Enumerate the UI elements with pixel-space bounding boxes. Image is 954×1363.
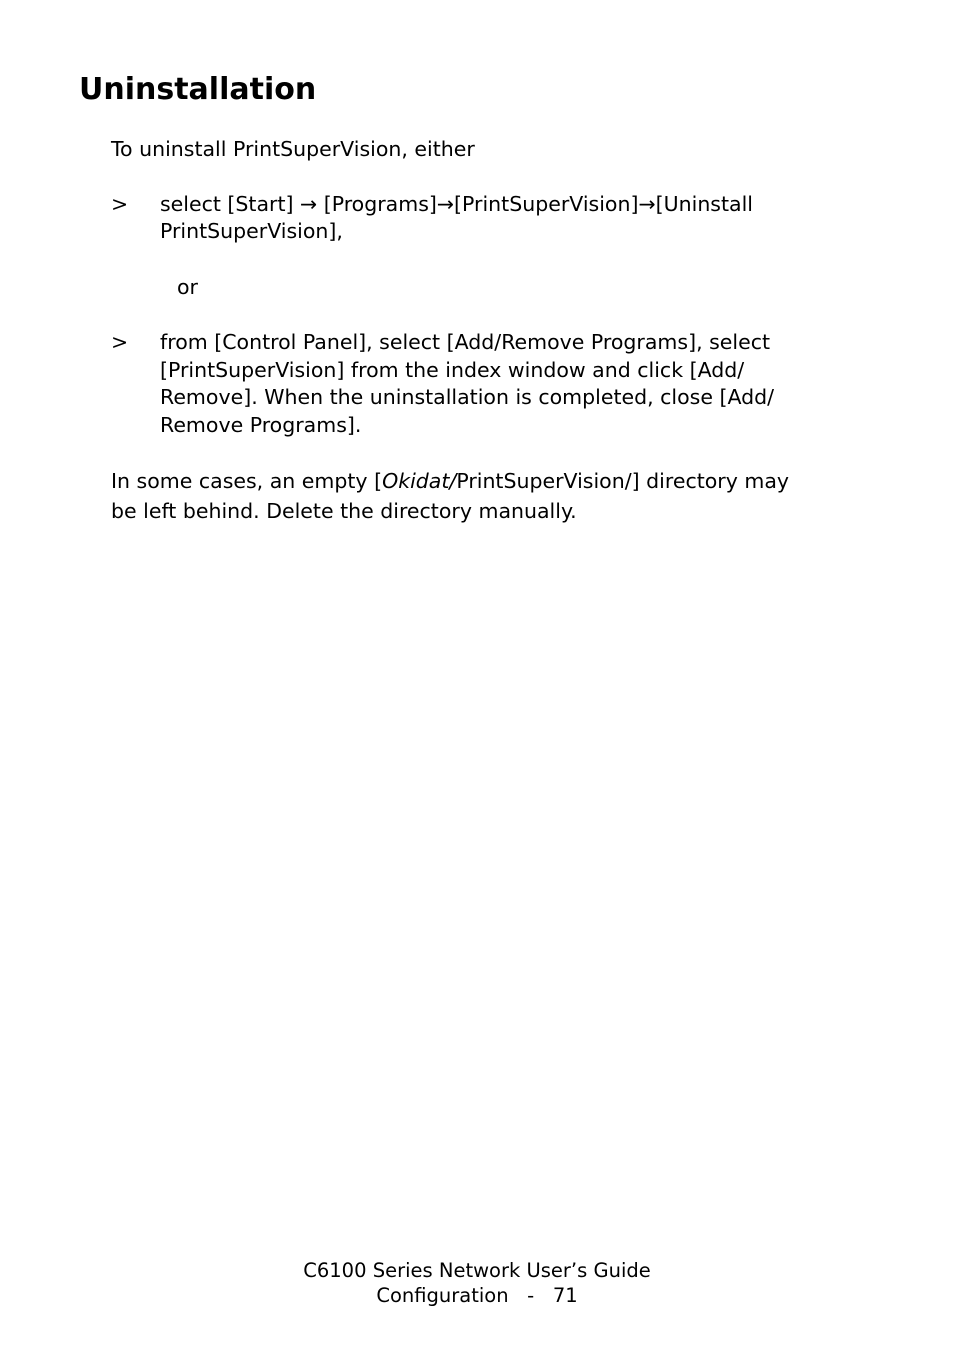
step-marker: > bbox=[111, 330, 129, 354]
or-separator: or bbox=[177, 275, 198, 299]
note-line2: be left behind. Delete the directory manually. bbox=[111, 499, 577, 523]
note-italic-path: Okidat/ bbox=[382, 469, 457, 493]
footer-guide-title: C6100 Series Network User’s Guide bbox=[303, 1259, 651, 1282]
step-marker: > bbox=[111, 192, 129, 216]
step-line: Remove Programs]. bbox=[160, 412, 362, 437]
note-paragraph bbox=[111, 466, 789, 526]
step-line: from [Control Panel], select [Add/Remove Programs], select bbox=[160, 330, 771, 354]
note-suffix: ] directory may bbox=[631, 469, 790, 493]
intro-text: To uninstall PrintSuperVision, either bbox=[111, 137, 475, 161]
footer-section-page: Configuration - 71 bbox=[376, 1284, 578, 1307]
note-path: PrintSuperVision/ bbox=[456, 469, 632, 493]
step-line: Remove]. When the uninstallation is completed, close [Add/ bbox=[160, 385, 775, 409]
page-heading: Uninstallation bbox=[79, 72, 317, 107]
step-line: select [Start] → [Programs]→[PrintSuperVision]→[Uninstall bbox=[160, 192, 753, 216]
step-line: PrintSuperVision], bbox=[160, 219, 343, 243]
note-prefix: In some cases, an empty [ bbox=[111, 469, 383, 493]
step-line: [PrintSuperVision] from the index window and click [Add/ bbox=[160, 357, 745, 382]
